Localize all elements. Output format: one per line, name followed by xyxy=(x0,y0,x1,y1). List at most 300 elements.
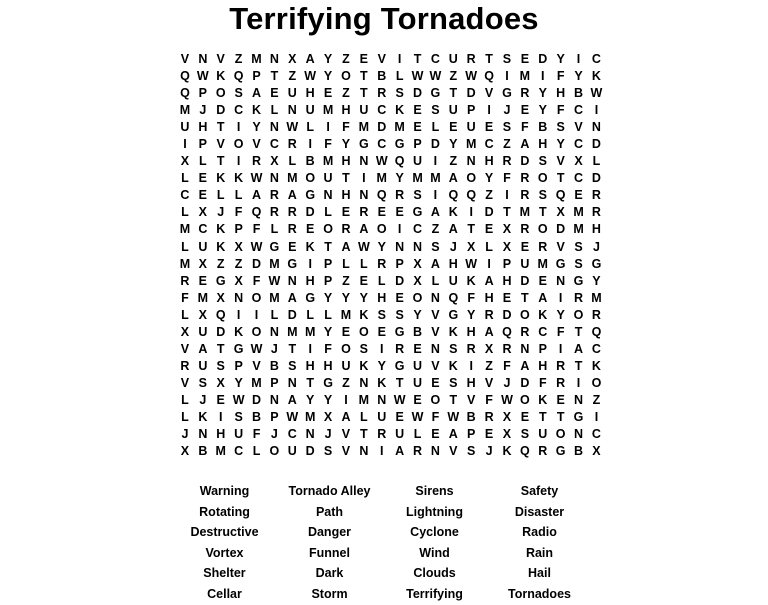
grid-letter[interactable]: F xyxy=(503,358,511,373)
grid-letter[interactable]: S xyxy=(431,103,440,118)
grid-letter[interactable]: R xyxy=(502,154,512,169)
grid-letter[interactable]: Y xyxy=(538,86,547,101)
grid-letter[interactable]: F xyxy=(342,120,350,135)
grid-letter[interactable]: D xyxy=(591,171,601,186)
grid-letter[interactable]: K xyxy=(216,69,226,84)
grid-letter[interactable]: G xyxy=(555,444,566,459)
grid-letter[interactable]: H xyxy=(323,358,333,373)
grid-letter[interactable]: G xyxy=(573,273,584,288)
grid-letter[interactable]: J xyxy=(199,392,207,407)
grid-letter[interactable]: V xyxy=(467,392,476,407)
grid-letter[interactable]: W xyxy=(411,69,424,84)
grid-letter[interactable]: D xyxy=(466,86,476,101)
grid-letter[interactable]: K xyxy=(305,239,315,254)
grid-letter[interactable]: R xyxy=(591,307,601,322)
grid-letter[interactable]: W xyxy=(590,86,603,101)
grid-letter[interactable]: S xyxy=(556,120,565,135)
grid-letter[interactable]: X xyxy=(180,154,190,169)
grid-letter[interactable]: E xyxy=(323,86,333,101)
grid-letter[interactable]: N xyxy=(520,341,530,356)
grid-letter[interactable]: Q xyxy=(233,69,244,84)
grid-letter[interactable]: I xyxy=(236,307,241,322)
grid-letter[interactable]: V xyxy=(180,375,190,390)
grid-letter[interactable]: T xyxy=(538,409,547,424)
grid-letter[interactable]: M xyxy=(573,205,584,220)
grid-letter[interactable]: S xyxy=(574,256,583,271)
grid-letter[interactable]: A xyxy=(484,324,494,339)
grid-letter[interactable]: O xyxy=(430,392,441,407)
grid-letter[interactable]: H xyxy=(341,103,351,118)
grid-letter[interactable]: Y xyxy=(574,69,583,84)
grid-letter[interactable]: T xyxy=(449,392,458,407)
grid-letter[interactable]: I xyxy=(469,358,473,373)
grid-letter[interactable]: L xyxy=(252,444,261,459)
grid-letter[interactable]: N xyxy=(198,427,208,442)
grid-letter[interactable]: R xyxy=(538,239,548,254)
grid-letter[interactable]: L xyxy=(270,307,279,322)
grid-letter[interactable]: M xyxy=(358,392,370,407)
grid-letter[interactable]: V xyxy=(431,324,440,339)
grid-letter[interactable]: J xyxy=(485,444,493,459)
grid-letter[interactable]: B xyxy=(466,409,476,424)
grid-letter[interactable]: E xyxy=(359,52,369,66)
grid-letter[interactable]: D xyxy=(556,222,566,237)
grid-letter[interactable]: Y xyxy=(341,290,351,305)
grid-letter[interactable]: E xyxy=(413,120,422,135)
grid-letter[interactable]: H xyxy=(484,154,494,169)
grid-letter[interactable]: H xyxy=(305,358,315,373)
grid-letter[interactable]: K xyxy=(591,69,601,84)
grid-letter[interactable]: U xyxy=(448,52,458,66)
grid-letter[interactable]: U xyxy=(287,444,297,459)
grid-letter[interactable]: I xyxy=(362,171,366,186)
grid-letter[interactable]: R xyxy=(377,86,387,101)
grid-letter[interactable]: P xyxy=(502,256,512,271)
grid-letter[interactable]: V xyxy=(484,86,494,101)
grid-letter[interactable]: N xyxy=(430,290,440,305)
grid-letter[interactable]: P xyxy=(252,69,261,84)
grid-letter[interactable]: O xyxy=(305,171,316,186)
grid-letter[interactable]: M xyxy=(519,205,531,220)
grid-letter[interactable]: X xyxy=(484,341,494,356)
grid-letter[interactable]: R xyxy=(556,375,566,390)
grid-letter[interactable]: U xyxy=(305,103,315,118)
grid-letter[interactable]: V xyxy=(180,52,190,66)
grid-letter[interactable]: V xyxy=(216,137,225,152)
grid-letter[interactable]: S xyxy=(502,120,512,135)
grid-letter[interactable]: H xyxy=(484,290,494,305)
grid-letter[interactable]: H xyxy=(216,427,226,442)
grid-letter[interactable]: J xyxy=(270,427,278,442)
grid-letter[interactable]: R xyxy=(413,444,423,459)
grid-letter[interactable]: C xyxy=(180,188,190,203)
grid-letter[interactable]: E xyxy=(216,392,225,407)
grid-letter[interactable]: Y xyxy=(538,103,547,118)
grid-letter[interactable]: J xyxy=(592,239,600,254)
grid-letter[interactable]: B xyxy=(269,358,279,373)
grid-letter[interactable]: Q xyxy=(394,154,405,169)
grid-letter[interactable]: M xyxy=(394,120,405,135)
grid-letter[interactable]: A xyxy=(305,52,315,66)
grid-letter[interactable]: H xyxy=(305,86,315,101)
grid-letter[interactable]: C xyxy=(413,222,423,237)
grid-letter[interactable]: E xyxy=(520,409,530,424)
grid-letter[interactable]: G xyxy=(394,324,405,339)
grid-letter[interactable]: L xyxy=(288,154,297,169)
grid-letter[interactable]: C xyxy=(591,427,601,442)
grid-letter[interactable]: V xyxy=(449,444,458,459)
grid-letter[interactable]: R xyxy=(538,444,548,459)
grid-letter[interactable]: J xyxy=(449,239,457,254)
grid-letter[interactable]: I xyxy=(576,52,581,66)
grid-letter[interactable]: X xyxy=(502,409,512,424)
grid-letter[interactable]: L xyxy=(270,103,279,118)
grid-letter[interactable]: Q xyxy=(180,69,190,84)
grid-letter[interactable]: O xyxy=(269,444,280,459)
grid-letter[interactable]: C xyxy=(574,137,584,152)
grid-letter[interactable]: V xyxy=(574,120,583,135)
grid-letter[interactable]: N xyxy=(556,273,566,288)
grid-letter[interactable]: E xyxy=(198,273,207,288)
grid-letter[interactable]: E xyxy=(520,239,530,254)
grid-letter[interactable]: Q xyxy=(448,188,459,203)
grid-letter[interactable]: T xyxy=(216,154,225,169)
grid-letter[interactable]: N xyxy=(269,324,279,339)
grid-letter[interactable]: A xyxy=(359,222,369,237)
grid-letter[interactable]: R xyxy=(341,222,351,237)
grid-letter[interactable]: O xyxy=(341,69,351,84)
grid-letter[interactable]: R xyxy=(287,205,297,220)
grid-letter[interactable]: K xyxy=(359,358,369,373)
grid-letter[interactable]: U xyxy=(198,358,208,373)
grid-letter[interactable]: L xyxy=(181,205,189,220)
grid-letter[interactable]: M xyxy=(412,171,423,186)
grid-letter[interactable]: I xyxy=(469,205,473,220)
grid-letter[interactable]: U xyxy=(520,256,530,271)
grid-letter[interactable]: M xyxy=(519,69,531,84)
grid-letter[interactable]: C xyxy=(377,137,387,152)
grid-letter[interactable]: B xyxy=(574,86,584,101)
grid-letter[interactable]: M xyxy=(251,375,262,390)
grid-letter[interactable]: R xyxy=(520,222,530,237)
grid-letter[interactable]: T xyxy=(360,86,368,101)
grid-letter[interactable]: J xyxy=(503,103,511,118)
grid-letter[interactable]: B xyxy=(413,324,423,339)
grid-letter[interactable]: E xyxy=(431,427,440,442)
grid-letter[interactable]: S xyxy=(449,341,458,356)
grid-letter[interactable]: R xyxy=(269,205,279,220)
grid-letter[interactable]: I xyxy=(594,409,599,424)
grid-letter[interactable]: K xyxy=(502,444,512,459)
grid-letter[interactable]: X xyxy=(234,273,243,288)
grid-letter[interactable]: X xyxy=(502,427,512,442)
grid-letter[interactable]: N xyxy=(466,154,476,169)
grid-letter[interactable]: H xyxy=(341,188,351,203)
grid-letter[interactable]: Y xyxy=(252,120,261,135)
grid-letter[interactable]: V xyxy=(377,52,386,66)
grid-letter[interactable]: I xyxy=(183,137,187,152)
grid-letter[interactable]: K xyxy=(198,409,208,424)
grid-letter[interactable]: D xyxy=(251,392,262,407)
grid-letter[interactable]: O xyxy=(358,324,369,339)
grid-letter[interactable]: Z xyxy=(216,256,225,271)
grid-letter[interactable]: E xyxy=(449,120,458,135)
grid-letter[interactable]: C xyxy=(269,137,279,152)
grid-letter[interactable]: G xyxy=(591,256,602,271)
grid-letter[interactable]: E xyxy=(198,171,207,186)
grid-letter[interactable]: F xyxy=(556,69,565,84)
grid-letter[interactable]: T xyxy=(574,324,583,339)
grid-letter[interactable]: E xyxy=(538,273,547,288)
grid-letter[interactable]: R xyxy=(520,324,530,339)
grid-letter[interactable]: F xyxy=(252,222,261,237)
grid-letter[interactable]: G xyxy=(448,307,459,322)
grid-letter[interactable]: A xyxy=(341,409,351,424)
grid-letter[interactable]: X xyxy=(216,375,225,390)
grid-letter[interactable]: N xyxy=(287,375,297,390)
grid-letter[interactable]: D xyxy=(377,120,387,135)
grid-letter[interactable]: N xyxy=(269,120,279,135)
grid-letter[interactable]: S xyxy=(234,409,243,424)
grid-letter[interactable]: T xyxy=(467,222,476,237)
grid-letter[interactable]: N xyxy=(269,52,279,66)
grid-letter[interactable]: N xyxy=(323,188,333,203)
grid-letter[interactable]: Y xyxy=(323,290,333,305)
grid-letter[interactable]: S xyxy=(538,188,547,203)
grid-letter[interactable]: A xyxy=(251,188,262,203)
grid-letter[interactable]: P xyxy=(467,427,476,442)
grid-letter[interactable]: Y xyxy=(556,307,565,322)
grid-letter[interactable]: H xyxy=(502,273,512,288)
grid-letter[interactable]: P xyxy=(413,137,422,152)
grid-letter[interactable]: Y xyxy=(323,392,333,407)
grid-letter[interactable]: N xyxy=(305,427,315,442)
grid-letter[interactable]: S xyxy=(431,239,440,254)
grid-letter[interactable]: O xyxy=(466,171,477,186)
grid-letter[interactable]: C xyxy=(234,444,244,459)
grid-letter[interactable]: T xyxy=(449,86,458,101)
grid-letter[interactable]: T xyxy=(216,120,225,135)
grid-letter[interactable]: H xyxy=(198,120,208,135)
grid-letter[interactable]: L xyxy=(181,392,189,407)
grid-letter[interactable]: I xyxy=(254,307,259,322)
grid-letter[interactable]: N xyxy=(591,120,601,135)
grid-letter[interactable]: I xyxy=(308,341,312,356)
grid-letter[interactable]: L xyxy=(216,188,225,203)
grid-letter[interactable]: I xyxy=(505,69,509,84)
grid-letter[interactable]: G xyxy=(502,86,512,101)
grid-letter[interactable]: X xyxy=(467,239,476,254)
grid-letter[interactable]: A xyxy=(198,341,208,356)
grid-letter[interactable]: X xyxy=(288,52,297,66)
grid-letter[interactable]: I xyxy=(236,154,241,169)
grid-letter[interactable]: N xyxy=(269,171,279,186)
grid-letter[interactable]: R xyxy=(484,409,494,424)
grid-letter[interactable]: X xyxy=(180,324,190,339)
grid-letter[interactable]: R xyxy=(287,222,297,237)
grid-letter[interactable]: A xyxy=(251,86,262,101)
grid-letter[interactable]: D xyxy=(216,103,226,118)
grid-letter[interactable]: K xyxy=(251,103,262,118)
grid-letter[interactable]: E xyxy=(395,409,404,424)
grid-letter[interactable]: Y xyxy=(323,52,333,66)
grid-letter[interactable]: T xyxy=(556,171,565,186)
grid-letter[interactable]: S xyxy=(467,444,476,459)
grid-letter[interactable]: O xyxy=(573,307,584,322)
grid-letter[interactable]: E xyxy=(341,324,351,339)
grid-letter[interactable]: M xyxy=(358,120,370,135)
grid-letter[interactable]: I xyxy=(558,341,563,356)
grid-letter[interactable]: Z xyxy=(342,86,350,101)
grid-letter[interactable]: O xyxy=(412,290,423,305)
grid-letter[interactable]: L xyxy=(395,69,404,84)
grid-letter[interactable]: D xyxy=(395,273,405,288)
grid-letter[interactable]: V xyxy=(252,137,261,152)
grid-letter[interactable]: U xyxy=(198,239,208,254)
grid-letter[interactable]: P xyxy=(323,273,333,288)
grid-letter[interactable]: Q xyxy=(448,290,459,305)
grid-letter[interactable]: T xyxy=(288,341,297,356)
grid-letter[interactable]: N xyxy=(359,375,369,390)
grid-letter[interactable]: L xyxy=(234,188,243,203)
grid-letter[interactable]: B xyxy=(377,69,387,84)
grid-letter[interactable]: W xyxy=(268,273,281,288)
grid-letter[interactable]: S xyxy=(574,239,583,254)
grid-letter[interactable]: L xyxy=(181,307,189,322)
grid-letter[interactable]: A xyxy=(448,171,458,186)
grid-letter[interactable]: T xyxy=(413,52,422,66)
grid-letter[interactable]: A xyxy=(287,188,297,203)
grid-letter[interactable]: M xyxy=(269,256,280,271)
grid-letter[interactable]: S xyxy=(449,375,458,390)
grid-letter[interactable]: D xyxy=(520,154,530,169)
grid-letter[interactable]: A xyxy=(538,290,548,305)
grid-letter[interactable]: M xyxy=(179,256,191,271)
grid-letter[interactable]: D xyxy=(216,324,226,339)
grid-letter[interactable]: N xyxy=(234,290,244,305)
grid-letter[interactable]: I xyxy=(594,103,599,118)
grid-letter[interactable]: G xyxy=(215,273,226,288)
grid-letter[interactable]: O xyxy=(215,86,226,101)
grid-letter[interactable]: Y xyxy=(413,307,422,322)
grid-letter[interactable]: M xyxy=(287,324,298,339)
grid-letter[interactable]: K xyxy=(448,358,458,373)
grid-letter[interactable]: U xyxy=(448,103,458,118)
grid-letter[interactable]: L xyxy=(377,273,386,288)
grid-letter[interactable]: S xyxy=(395,307,404,322)
grid-letter[interactable]: M xyxy=(197,290,209,305)
grid-letter[interactable]: T xyxy=(360,427,368,442)
grid-letter[interactable]: M xyxy=(591,290,602,305)
grid-letter[interactable]: U xyxy=(466,120,476,135)
grid-letter[interactable]: T xyxy=(270,69,279,84)
grid-letter[interactable]: L xyxy=(181,409,189,424)
grid-letter[interactable]: R xyxy=(502,341,512,356)
grid-letter[interactable]: B xyxy=(198,444,208,459)
grid-letter[interactable]: L xyxy=(592,154,601,169)
grid-letter[interactable]: Q xyxy=(591,324,602,339)
grid-letter[interactable]: H xyxy=(341,154,351,169)
grid-letter[interactable]: U xyxy=(198,324,208,339)
grid-letter[interactable]: O xyxy=(591,375,602,390)
grid-letter[interactable]: V xyxy=(431,358,440,373)
grid-letter[interactable]: A xyxy=(287,290,297,305)
grid-letter[interactable]: U xyxy=(538,427,548,442)
grid-letter[interactable]: N xyxy=(395,239,405,254)
grid-letter[interactable]: X xyxy=(180,444,190,459)
grid-letter[interactable]: F xyxy=(324,137,332,152)
grid-letter[interactable]: A xyxy=(395,444,405,459)
grid-letter[interactable]: I xyxy=(218,409,223,424)
grid-letter[interactable]: N xyxy=(377,392,387,407)
grid-letter[interactable]: M xyxy=(322,154,334,169)
grid-letter[interactable]: G xyxy=(287,256,298,271)
grid-letter[interactable]: E xyxy=(341,205,351,220)
grid-letter[interactable]: C xyxy=(430,52,440,66)
grid-letter[interactable]: Q xyxy=(520,444,530,459)
grid-letter[interactable]: X xyxy=(556,205,565,220)
grid-letter[interactable]: Q xyxy=(251,205,262,220)
grid-letter[interactable]: U xyxy=(180,120,190,135)
grid-letter[interactable]: W xyxy=(501,392,513,407)
grid-letter[interactable]: A xyxy=(448,427,458,442)
grid-letter[interactable]: W xyxy=(447,409,460,424)
grid-letter[interactable]: T xyxy=(395,375,404,390)
grid-letter[interactable]: J xyxy=(181,427,189,442)
grid-letter[interactable]: Z xyxy=(449,154,458,169)
grid-letter[interactable]: H xyxy=(556,86,566,101)
grid-letter[interactable]: Y xyxy=(359,290,369,305)
grid-letter[interactable]: K xyxy=(591,358,601,373)
grid-letter[interactable]: I xyxy=(433,188,438,203)
grid-letter[interactable]: C xyxy=(198,222,208,237)
grid-letter[interactable]: F xyxy=(556,324,565,339)
grid-letter[interactable]: G xyxy=(394,358,405,373)
grid-letter[interactable]: K xyxy=(448,205,458,220)
grid-letter[interactable]: T xyxy=(574,358,583,373)
grid-letter[interactable]: U xyxy=(395,427,405,442)
grid-letter[interactable]: D xyxy=(287,307,297,322)
grid-letter[interactable]: H xyxy=(377,290,387,305)
grid-letter[interactable]: G xyxy=(555,256,566,271)
grid-letter[interactable]: T xyxy=(216,341,225,356)
grid-letter[interactable]: G xyxy=(412,205,423,220)
grid-letter[interactable]: E xyxy=(520,103,530,118)
grid-letter[interactable]: Q xyxy=(555,188,566,203)
grid-letter[interactable]: B xyxy=(574,444,584,459)
grid-letter[interactable]: N xyxy=(413,239,423,254)
grid-letter[interactable]: W xyxy=(411,409,424,424)
grid-letter[interactable]: I xyxy=(344,392,348,407)
grid-letter[interactable]: E xyxy=(395,290,404,305)
grid-letter[interactable]: W xyxy=(250,341,263,356)
grid-letter[interactable]: K xyxy=(359,307,369,322)
grid-letter[interactable]: X xyxy=(502,222,512,237)
grid-letter[interactable]: S xyxy=(377,307,386,322)
grid-letter[interactable]: E xyxy=(377,324,386,339)
grid-letter[interactable]: E xyxy=(270,86,279,101)
grid-letter[interactable]: D xyxy=(502,307,512,322)
grid-letter[interactable]: T xyxy=(360,69,368,84)
grid-letter[interactable]: Y xyxy=(306,392,315,407)
grid-letter[interactable]: E xyxy=(413,341,422,356)
grid-letter[interactable]: G xyxy=(233,341,244,356)
grid-letter[interactable]: H xyxy=(448,256,458,271)
grid-letter[interactable]: F xyxy=(467,290,476,305)
grid-letter[interactable]: V xyxy=(431,307,440,322)
grid-letter[interactable]: F xyxy=(503,171,511,186)
grid-letter[interactable]: N xyxy=(287,273,297,288)
